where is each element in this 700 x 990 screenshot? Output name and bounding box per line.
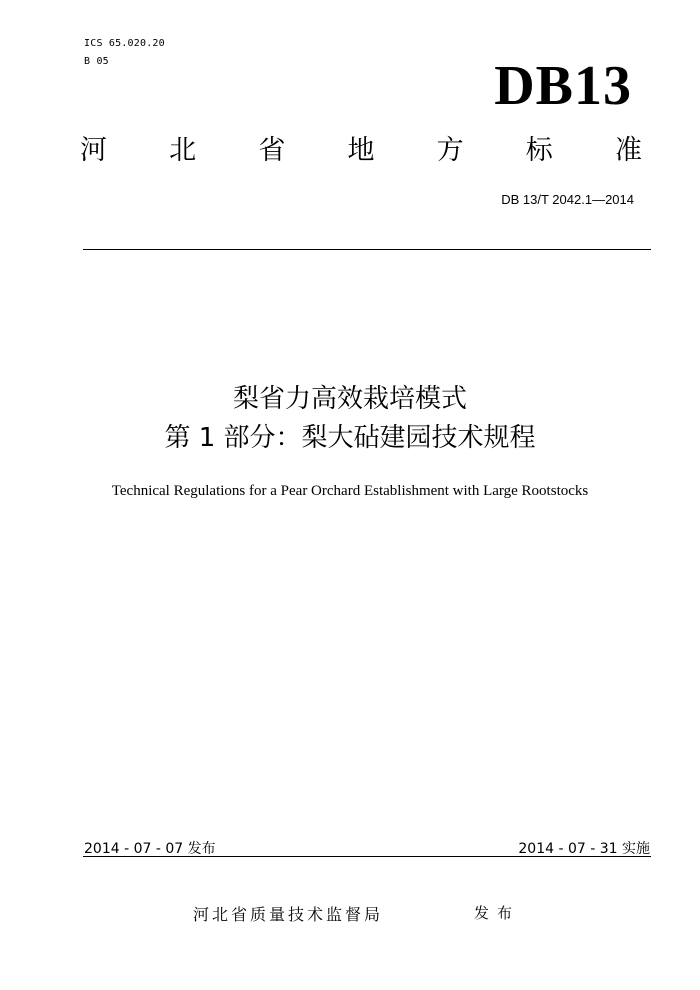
standard-kind-char: 准 [614, 135, 642, 166]
standard-kind-char: 省 [258, 135, 286, 166]
standard-kind-char: 北 [169, 135, 197, 166]
standard-kind-char: 地 [347, 135, 375, 166]
standard-kind-char: 方 [436, 135, 464, 166]
title-english: Technical Regulations for a Pear Orchard Establishment with Large Rootstocks [111, 483, 589, 499]
publisher-name: 河北省质量技术监督局 [193, 905, 384, 924]
standard-kind-char: 河 [80, 135, 107, 166]
classification-code: B 05 [84, 56, 109, 67]
bottom-divider [83, 856, 651, 857]
title-chinese-line-2: 第 1 部分：梨大砧建园技术规程 [164, 423, 536, 453]
standard-number: DB 13/T 2042.1—2014 [501, 192, 634, 207]
db-logo: DB13 [494, 55, 632, 117]
issue-date: 2014 - 07 - 07 发布 [84, 841, 216, 857]
publish-label: 发布 [474, 904, 521, 922]
implementation-date: 2014 - 07 - 31 实施 [518, 841, 650, 857]
standard-kind-char: 标 [525, 135, 553, 166]
title-chinese-line-1: 梨省力高效栽培模式 [232, 384, 467, 414]
standard-kind-heading [80, 137, 642, 164]
top-divider [83, 249, 651, 250]
ics-code: ICS 65.020.20 [84, 38, 165, 49]
